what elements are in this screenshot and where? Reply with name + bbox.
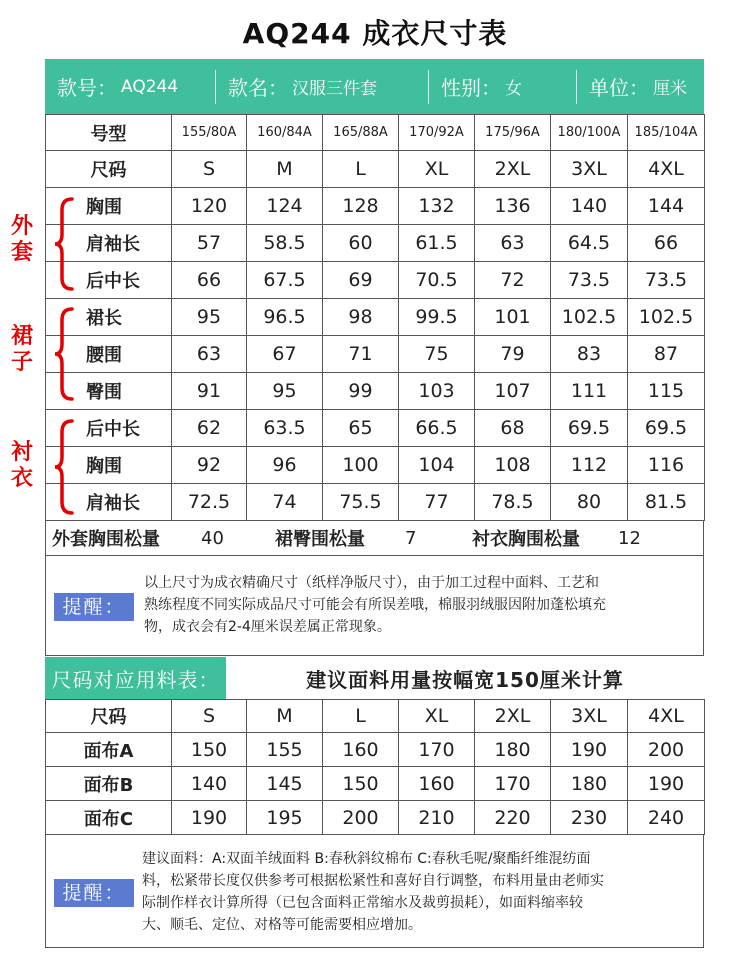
size-cell: 4XL xyxy=(628,700,705,733)
measure-value: 103 xyxy=(399,373,475,410)
tip-line: 建议面料：A:双面羊绒面料 B:春秋斜纹棉布 C:春秋毛呢/聚酯纤维混纺面 xyxy=(142,851,591,867)
measure-value: 102.5 xyxy=(551,299,628,336)
tip-line: 物，成衣会有2-4厘米误差属正常现象。 xyxy=(144,619,391,635)
group-char: 衣 xyxy=(10,466,33,491)
material-tip-box xyxy=(45,834,704,948)
measure-value: 73.5 xyxy=(628,262,705,299)
unit xyxy=(577,59,703,114)
table-row xyxy=(46,299,705,336)
measure-value: 75 xyxy=(399,336,475,373)
unit-value: 厘米 xyxy=(653,79,687,99)
measure-value: 64.5 xyxy=(551,225,628,262)
product-info-bar xyxy=(45,59,704,114)
fabric-value: 200 xyxy=(323,801,399,835)
measure-label: 胸围 xyxy=(46,447,172,484)
fabric-value: 160 xyxy=(399,767,475,801)
tip-text xyxy=(144,572,606,638)
table-row xyxy=(46,801,705,835)
fabric-value: 240 xyxy=(628,801,705,835)
tip-badge: 提醒： xyxy=(54,593,134,621)
coat-ease-label: 外套胸围松量 xyxy=(52,529,160,550)
fabric-value: 145 xyxy=(247,767,323,801)
measure-value: 92 xyxy=(172,447,247,484)
style-name xyxy=(216,59,428,114)
measure-label: 后中长 xyxy=(46,410,172,447)
fabric-label: 面布B xyxy=(46,767,172,801)
measure-value: 61.5 xyxy=(399,225,475,262)
measure-value: 66.5 xyxy=(399,410,475,447)
fabric-value: 200 xyxy=(628,733,705,767)
measure-label: 肩袖长 xyxy=(46,484,172,521)
measure-value: 69 xyxy=(323,262,399,299)
measure-value: 58.5 xyxy=(247,225,323,262)
size-cell: XL xyxy=(399,151,475,188)
measure-value: 99.5 xyxy=(399,299,475,336)
measure-value: 60 xyxy=(323,225,399,262)
measure-value: 108 xyxy=(475,447,551,484)
type-cell: 165/88A xyxy=(323,115,399,151)
measure-value: 95 xyxy=(172,299,247,336)
fabric-value: 150 xyxy=(323,767,399,801)
measure-value: 78.5 xyxy=(475,484,551,521)
style-number xyxy=(45,59,215,114)
group-char: 套 xyxy=(10,240,33,265)
skirt-ease-label: 裙臀围松量 xyxy=(275,529,365,550)
measure-label: 肩袖长 xyxy=(46,225,172,262)
measure-value: 120 xyxy=(172,188,247,225)
measure-value: 98 xyxy=(323,299,399,336)
unit-label: 单位： xyxy=(589,76,649,100)
fabric-value: 170 xyxy=(399,733,475,767)
size-cell: 3XL xyxy=(551,700,628,733)
table-row-size xyxy=(46,700,705,733)
skirt-ease-value: 7 xyxy=(405,527,417,549)
tip-line: 大、顺毛、定位、对格等可能需要相应增加。 xyxy=(142,917,422,933)
brace-skirt xyxy=(52,306,74,402)
fabric-value: 180 xyxy=(551,767,628,801)
fabric-value: 190 xyxy=(551,733,628,767)
size-cell: M xyxy=(247,700,323,733)
tip-line: 料，松紧带长度仅供参考可根据松紧性和喜好自行调整，布料用量由老师实 xyxy=(142,873,604,889)
material-table xyxy=(45,699,705,835)
group-char: 裙 xyxy=(10,324,33,349)
group-label-shirt xyxy=(10,440,34,492)
table-row-size xyxy=(46,151,705,188)
material-header xyxy=(45,657,704,699)
material-tip-text xyxy=(142,848,604,936)
fabric-value: 210 xyxy=(399,801,475,835)
measure-value: 69.5 xyxy=(628,410,705,447)
measure-value: 77 xyxy=(399,484,475,521)
type-cell: 170/92A xyxy=(399,115,475,151)
fabric-value: 170 xyxy=(475,767,551,801)
measure-value: 67.5 xyxy=(247,262,323,299)
measure-value: 87 xyxy=(628,336,705,373)
size-cell: L xyxy=(323,151,399,188)
measure-label: 裙长 xyxy=(46,299,172,336)
measure-label: 后中长 xyxy=(46,262,172,299)
fabric-label: 面布C xyxy=(46,801,172,835)
brace-coat xyxy=(52,196,74,292)
gender-label: 性别： xyxy=(441,76,501,100)
fabric-value: 150 xyxy=(172,733,247,767)
measure-value: 100 xyxy=(323,447,399,484)
ease-row xyxy=(45,521,704,556)
fabric-value: 190 xyxy=(172,801,247,835)
measure-value: 116 xyxy=(628,447,705,484)
table-row xyxy=(46,410,705,447)
fabric-value: 180 xyxy=(475,733,551,767)
measure-value: 96.5 xyxy=(247,299,323,336)
size-cell: 2XL xyxy=(475,151,551,188)
style-number-label: 款号： xyxy=(57,76,117,100)
table-row-type xyxy=(46,115,705,151)
table-row xyxy=(46,336,705,373)
group-char: 子 xyxy=(10,350,33,375)
fabric-value: 190 xyxy=(628,767,705,801)
measure-value: 115 xyxy=(628,373,705,410)
measure-value: 70.5 xyxy=(399,262,475,299)
measure-value: 124 xyxy=(247,188,323,225)
measure-value: 112 xyxy=(551,447,628,484)
shirt-ease-value: 12 xyxy=(618,527,641,549)
group-char: 衬 xyxy=(10,440,33,465)
measure-value: 67 xyxy=(247,336,323,373)
fabric-value: 155 xyxy=(247,733,323,767)
fabric-label: 面布A xyxy=(46,733,172,767)
tip-badge: 提醒： xyxy=(54,879,134,907)
tip-line: 际制作样衣计算所得（已包含面料正常缩水及裁剪损耗），如面料缩率较 xyxy=(142,895,583,911)
size-cell: S xyxy=(172,151,247,188)
coat-ease-value: 40 xyxy=(201,527,224,549)
size-cell: 4XL xyxy=(628,151,705,188)
fabric-value: 140 xyxy=(172,767,247,801)
fabric-value: 195 xyxy=(247,801,323,835)
type-cell: 160/84A xyxy=(247,115,323,151)
table-row xyxy=(46,188,705,225)
measure-value: 74 xyxy=(247,484,323,521)
table-row xyxy=(46,225,705,262)
measure-label: 腰围 xyxy=(46,336,172,373)
type-header: 号型 xyxy=(46,115,172,151)
measure-value: 83 xyxy=(551,336,628,373)
style-number-value: AQ244 xyxy=(121,76,179,97)
measure-value: 68 xyxy=(475,410,551,447)
measure-value: 95 xyxy=(247,373,323,410)
size-cell: 3XL xyxy=(551,151,628,188)
measure-value: 102.5 xyxy=(628,299,705,336)
size-header: 尺码 xyxy=(46,700,172,733)
type-cell: 185/104A xyxy=(628,115,705,151)
measure-value: 101 xyxy=(475,299,551,336)
fabric-value: 220 xyxy=(475,801,551,835)
measure-value: 69.5 xyxy=(551,410,628,447)
size-header: 尺码 xyxy=(46,151,172,188)
table-row xyxy=(46,262,705,299)
size-table xyxy=(45,114,705,521)
gender-value: 女 xyxy=(505,79,522,99)
measure-value: 144 xyxy=(628,188,705,225)
tip-line: 熟练程度不同实际成品尺寸可能会有所误差哦，棉服羽绒服因附加蓬松填充 xyxy=(144,597,606,613)
measure-value: 63.5 xyxy=(247,410,323,447)
table-row xyxy=(46,767,705,801)
measure-value: 91 xyxy=(172,373,247,410)
size-cell: M xyxy=(247,151,323,188)
table-row xyxy=(46,447,705,484)
measure-value: 128 xyxy=(323,188,399,225)
table-row xyxy=(46,733,705,767)
fabric-value: 230 xyxy=(551,801,628,835)
measure-value: 111 xyxy=(551,373,628,410)
size-cell: S xyxy=(172,700,247,733)
size-cell: 2XL xyxy=(475,700,551,733)
measure-value: 99 xyxy=(323,373,399,410)
material-width-note: 建议面料用量按幅宽150厘米计算 xyxy=(306,667,624,692)
measure-value: 73.5 xyxy=(551,262,628,299)
shirt-ease-label: 衬衣胸围松量 xyxy=(472,529,580,550)
group-char: 外 xyxy=(10,214,33,239)
measure-value: 63 xyxy=(475,225,551,262)
type-cell: 155/80A xyxy=(172,115,247,151)
material-table-title: 尺码对应用料表： xyxy=(45,657,226,699)
measure-value: 65 xyxy=(323,410,399,447)
group-label-coat xyxy=(10,214,34,266)
style-name-label: 款名： xyxy=(228,76,288,100)
measure-value: 71 xyxy=(323,336,399,373)
size-cell: L xyxy=(323,700,399,733)
style-name-value: 汉服三件套 xyxy=(292,79,377,99)
measure-value: 132 xyxy=(399,188,475,225)
type-cell: 180/100A xyxy=(551,115,628,151)
measure-value: 66 xyxy=(628,225,705,262)
gender xyxy=(429,59,576,114)
table-row xyxy=(46,484,705,521)
size-cell: XL xyxy=(399,700,475,733)
measure-value: 136 xyxy=(475,188,551,225)
measure-value: 79 xyxy=(475,336,551,373)
measure-value: 72 xyxy=(475,262,551,299)
measure-value: 63 xyxy=(172,336,247,373)
brace-shirt xyxy=(52,418,74,516)
measure-value: 75.5 xyxy=(323,484,399,521)
measure-label: 臀围 xyxy=(46,373,172,410)
measure-value: 66 xyxy=(172,262,247,299)
type-cell: 175/96A xyxy=(475,115,551,151)
tip-line: 以上尺寸为成衣精确尺寸（纸样净版尺寸），由于加工过程中面料、工艺和 xyxy=(144,575,599,591)
measure-value: 140 xyxy=(551,188,628,225)
measure-value: 104 xyxy=(399,447,475,484)
measure-label: 胸围 xyxy=(46,188,172,225)
measure-value: 62 xyxy=(172,410,247,447)
measure-value: 80 xyxy=(551,484,628,521)
group-label-skirt xyxy=(10,324,34,376)
table-row xyxy=(46,373,705,410)
tip-box xyxy=(45,556,704,656)
measure-value: 72.5 xyxy=(172,484,247,521)
measure-value: 57 xyxy=(172,225,247,262)
measure-value: 81.5 xyxy=(628,484,705,521)
measure-value: 96 xyxy=(247,447,323,484)
measure-value: 107 xyxy=(475,373,551,410)
fabric-value: 160 xyxy=(323,733,399,767)
page-title: AQ244 成衣尺寸表 xyxy=(242,17,508,50)
